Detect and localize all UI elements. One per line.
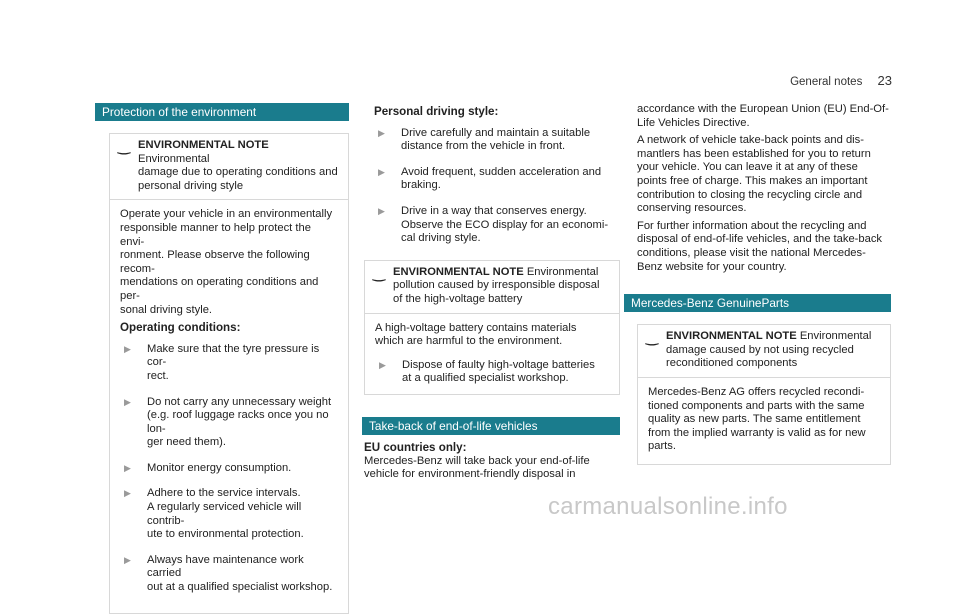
paragraph: Mercedes-Benz AG offers recycled recondi- tioned components and parts with the same quality as new parts. The same entitlement from the implied warranty is valid as for new parts. (648, 385, 866, 453)
subheading: Personal driving style: (374, 105, 499, 118)
list-item: ▶ Drive in a way that conserves energy. Observe the ECO display for an economi- cal driving style. (374, 205, 620, 246)
column-1 (95, 103, 349, 614)
list-item: ▶ Drive carefully and maintain a suitable distance from the vehicle in front. (374, 127, 620, 154)
paragraph: For further information about the recycling and disposal of end-of-life vehicles, and the take-back conditions, please visit the national Mercedes- Benz website for your country. (637, 219, 883, 273)
paragraph: Mercedes-Benz will take back your end-of-life vehicle for environment-friendly disposal in (364, 454, 590, 481)
section-title: General notes (790, 76, 863, 88)
section-bar-environment: Protection of the environment (95, 103, 349, 121)
paragraph: accordance with the European Union (EU) End-Of- Life Vehicles Directive. (637, 103, 889, 129)
arrow-bullet-icon: ▶ (124, 554, 131, 565)
subheading: EU countries only: (364, 440, 467, 454)
bullet-list (375, 359, 609, 386)
arrow-bullet-icon: ▶ (378, 205, 385, 216)
section-bar-genuine-parts: Mercedes-Benz GenuineParts (624, 294, 891, 312)
note-label: ENVIRONMENTAL NOTE (666, 330, 797, 343)
arrow-bullet-icon: ▶ (378, 127, 385, 138)
paragraph: Operate your vehicle in an environmentally responsible manner to help protect the envi- ronment. Please observe the following recom- mendations on operating conditions and per- sonal driving style. (120, 208, 333, 316)
arrow-bullet-icon: ▶ (379, 359, 386, 370)
page-header (790, 74, 892, 90)
bullet-list (120, 343, 338, 595)
environment-note-box: ‿ ENVIRONMENTAL NOTE Environmental pollution caused by irresponsible disposal of the high-voltage battery A high-voltage battery contains materials which are harmful to the environment. ▶ Dispose of faulty high-voltage batteries at a qualified specialist workshop. (364, 260, 620, 395)
environment-note-box: ‿ ENVIRONMENTAL NOTE Environmental damage due to operating conditions and personal driving style Operate your vehicle in an environmentally responsible manner to help protect the envi- ronment. Please observe the following recom- mendations on operating conditions and per- sonal driving style. Operating conditions: ▶ Make sure that the tyre pressure is cor- rect. ▶ Do not carry any unnecessary weight (e.g. roof luggage racks once you no lon- ger need them). ▶ Monitor energy consumption. ▶ Adhere to the service intervals. A regularly serviced vehicle will contrib- ute to environmental protection. ▶ Always have maintenance work carried out at a qualified specialist workshop. (109, 133, 349, 614)
arrow-bullet-icon: ▶ (124, 396, 131, 407)
section-bar-take-back: Take-back of end-of-life vehicles (362, 417, 620, 435)
list-item: ▶ Adhere to the service intervals. A regularly serviced vehicle will contrib- ute to environmental protection. (120, 487, 338, 541)
paragraph: A high-voltage battery contains materials which are harmful to the environment. (375, 321, 577, 348)
list-item: ▶ Dispose of faulty high-voltage batteries at a qualified specialist workshop. (375, 359, 609, 386)
list-item: ▶ Avoid frequent, sudden acceleration and braking. (374, 166, 620, 193)
paragraph: A network of vehicle take-back points and dis- mantlers has been established for you to return your vehicle. You can leave it at any of these points free of charge. This makes an important contribution to closing the recycling circle and conserving resources. (637, 134, 871, 215)
note-label: ENVIRONMENTAL NOTE (393, 265, 524, 278)
environment-note-icon: ‿ (645, 329, 659, 347)
note-label: ENVIRONMENTAL NOTE (138, 139, 269, 151)
arrow-bullet-icon: ▶ (124, 462, 131, 473)
column-2 (362, 103, 620, 486)
subheading: Operating conditions: (120, 321, 241, 335)
list-item: ▶ Make sure that the tyre pressure is cor- rect. (120, 343, 338, 384)
bullet-list (374, 127, 620, 246)
environment-note-icon: ‿ (117, 138, 131, 155)
environment-note-icon: ‿ (372, 264, 386, 282)
list-item: ▶ Always have maintenance work carried out at a qualified specialist workshop. (120, 554, 338, 595)
list-item: ▶ Do not carry any unnecessary weight (e.g. roof luggage racks once you no lon- ger need them). (120, 396, 338, 450)
list-item: ▶ Monitor energy consumption. (120, 462, 338, 476)
arrow-bullet-icon: ▶ (378, 166, 385, 177)
page-number: 23 (877, 73, 892, 88)
environment-note-box: ‿ ENVIRONMENTAL NOTE Environmental damage caused by not using recycled reconditioned components Mercedes-Benz AG offers recycled recondi- tioned components and parts with the same quality as new parts. The same entitlement from the implied warranty is valid as for new parts. (637, 324, 891, 465)
watermark-text: carmanualsonline.info (548, 493, 788, 520)
arrow-bullet-icon: ▶ (124, 343, 131, 354)
arrow-bullet-icon: ▶ (124, 488, 131, 499)
column-3 (624, 103, 891, 465)
